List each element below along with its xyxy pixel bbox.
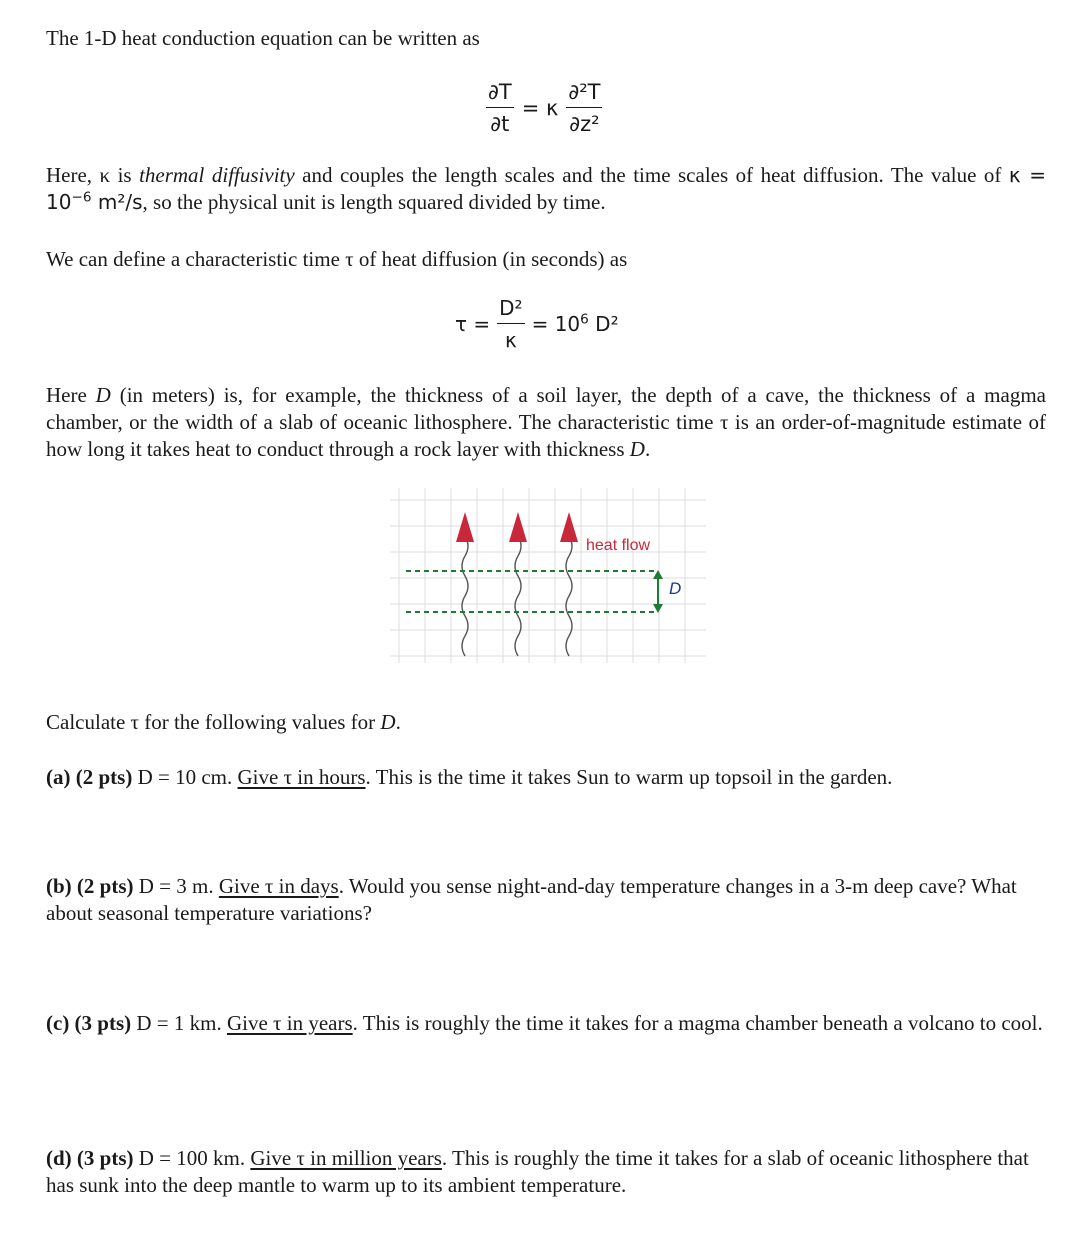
tau-denominator: κ [504,328,517,352]
heat-equation [486,80,602,136]
question-d [46,1145,1046,1199]
question-c [46,1010,1046,1037]
tau-equation [455,296,619,352]
lhs-fraction [486,80,514,136]
question-b-text: . Would you sense night-and-day temperature changes in a 3-m deep cave? What about seasonal temperature variations? [46,874,1017,925]
question-c-given: D = 1 km. [131,1011,227,1035]
p3-text-b: (in meters) is, for example, the thickness of a soil layer, the depth of a cave, the thickness of a magma chamber, or the width of a slab of oceanic lithosphere. The characteristic time τ is an order-of-magnitude estimate of how long it takes heat to conduct through a rock layer with thickness [46,383,1046,461]
intro-text: The 1-D heat conduction equation can be written as [46,26,480,50]
rhs-fraction [566,80,602,136]
p3-d-symbol-2: D [629,437,645,461]
kappa-exponent: −6 [71,189,92,206]
p1-text-a: Here, κ is [46,163,140,187]
question-d-task: Give τ in million years [250,1146,442,1170]
p1-text-c: , so the physical unit is length squared divided by time. [142,190,606,214]
question-d-given: D = 100 km. [133,1146,251,1170]
question-a-text: . This is the time it takes Sun to warm up topsoil in the garden. [365,765,893,789]
p3-text-c: . [644,437,651,461]
tau-lhs: τ = [455,312,491,336]
p1-text-b: and couples the length scales and the time scales of heat diffusion. The value of [294,163,1009,187]
heat-flow-figure [390,488,706,663]
heat-flow-label: heat flow [586,537,651,554]
question-c-task: Give τ in years [226,1011,353,1035]
question-c-text: . This is roughly the time it takes for a magma chamber beneath a volcano to cool. [352,1011,1043,1035]
diffusivity-paragraph [46,162,1046,216]
p3-text-a: Here [46,383,96,407]
question-b-task: Give τ in days [218,874,339,898]
tau-rhs-exponent: 6 [580,311,589,328]
tau-rhs [532,312,619,336]
tau-rhs-base: = 10 [531,312,581,336]
heat-arrow [456,512,474,656]
tau-numerator: D² [497,296,524,324]
question-d-label: (d) (3 pts) [46,1146,134,1170]
question-d-text: . This is roughly the time it takes for a slab of oceanic lithosphere that has sunk into the deep mantle to warm up to its ambient temperature. [46,1146,1029,1197]
question-b-label: (b) (2 pts) [46,874,134,898]
thickness-arrow-icon [653,570,663,613]
p4-text-a: Calculate τ for the following values for [46,710,381,734]
p1-emphasis: thermal diffusivity [139,163,295,187]
lhs-denominator: ∂t [490,112,510,136]
rhs-denominator: ∂z² [569,112,600,136]
question-a-label: (a) (2 pts) [46,765,133,789]
rhs-numerator: ∂²T [566,80,602,108]
heat-arrow [560,512,578,656]
thickness-label: D [669,579,682,598]
tau-fraction [497,296,524,352]
question-c-label: (c) (3 pts) [46,1011,132,1035]
question-a-task: Give τ in hours [237,765,366,789]
tau-intro-text: We can define a characteristic time τ of heat diffusion (in seconds) as [46,247,628,271]
heat-arrows [456,512,578,656]
equals-kappa: = κ [521,96,559,120]
lhs-numerator: ∂T [486,80,514,108]
heat-arrow [509,512,527,656]
kappa-unit: m²/s [91,190,143,214]
thickness-paragraph [46,382,1046,463]
calculate-instruction [46,709,1046,736]
p4-text-b: . [395,710,401,734]
question-b [46,873,1046,927]
p4-d-symbol: D [380,710,396,734]
question-b-given: D = 3 m. [133,874,219,898]
p3-d-symbol: D [95,383,111,407]
question-a [46,764,1046,791]
question-a-given: D = 10 cm. [132,765,238,789]
tau-rhs-tail: D² [588,312,619,336]
kappa-value: κ = 10 [46,163,1047,214]
